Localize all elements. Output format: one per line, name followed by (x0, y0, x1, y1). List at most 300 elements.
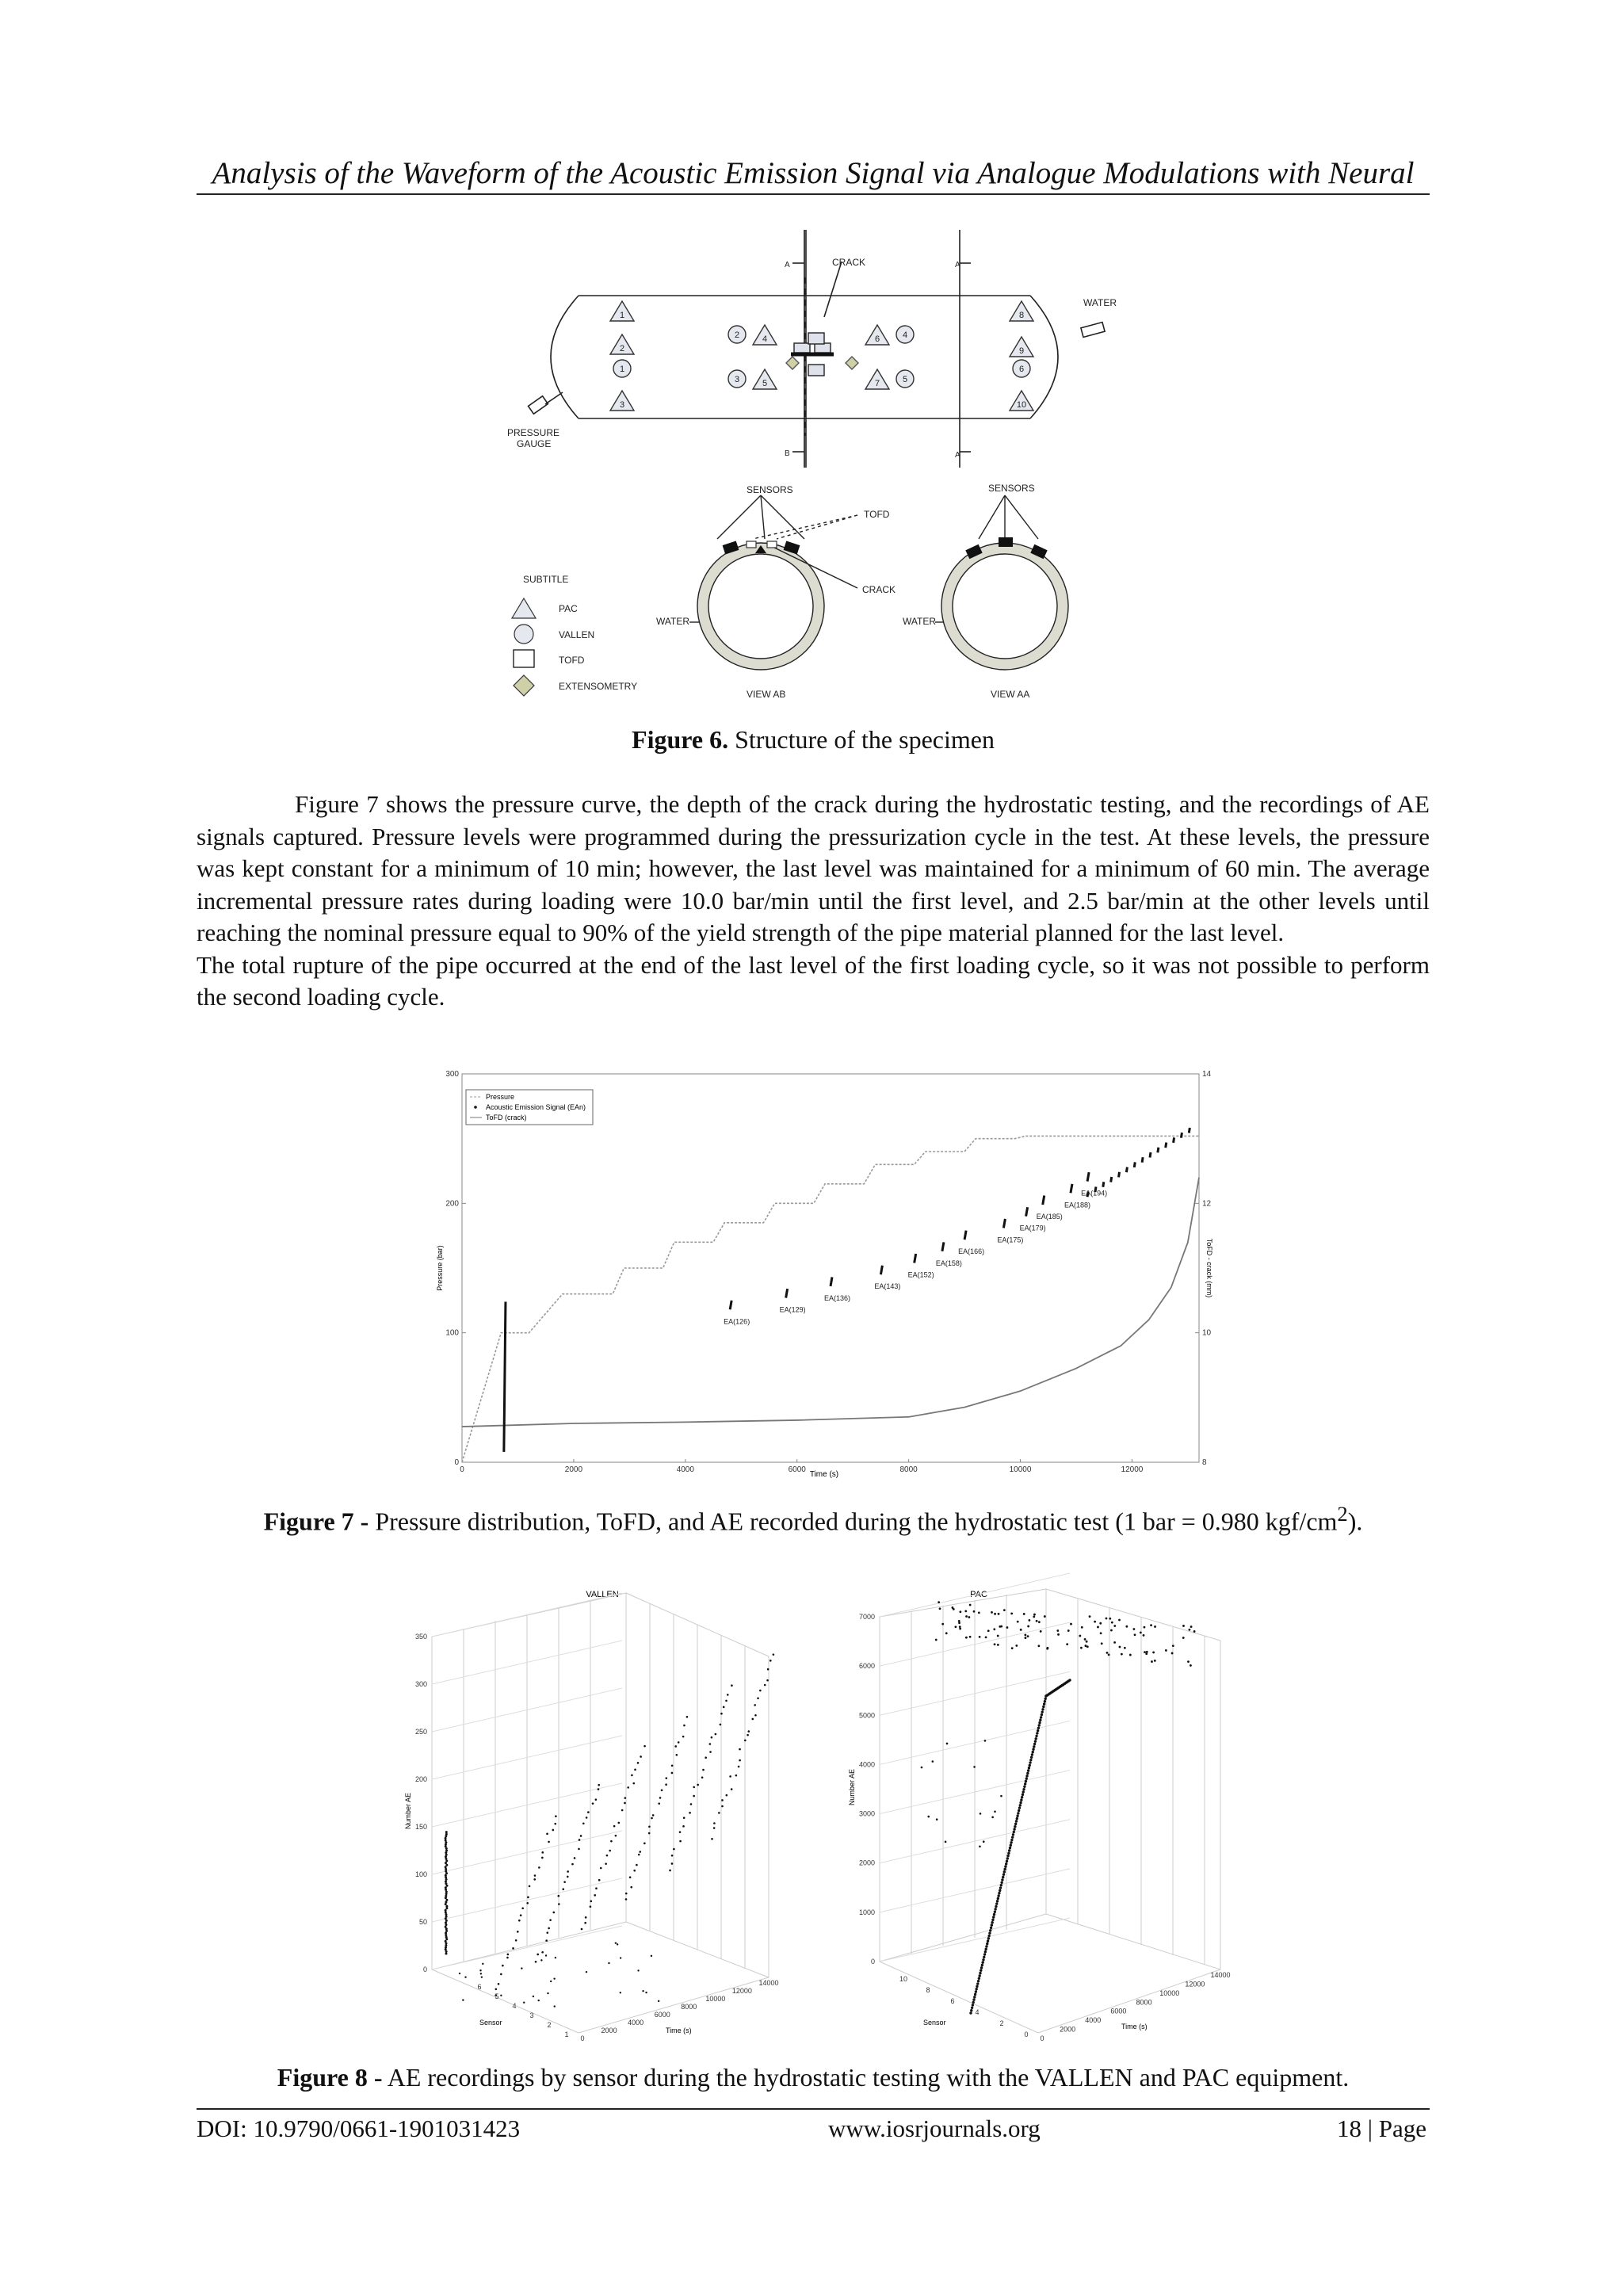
pac-point (1171, 1652, 1174, 1655)
pac-point (1009, 1847, 1011, 1849)
vallen-point (445, 1953, 447, 1955)
vallen-point (445, 1943, 448, 1945)
vallen-point (445, 1839, 447, 1842)
vallen-x-tick-label: 6000 (654, 2011, 670, 2019)
pac-point (1004, 1865, 1006, 1867)
pac-point (959, 1628, 961, 1630)
pac-point (981, 1961, 983, 1963)
pac-point (979, 1972, 981, 1974)
pac-point (986, 1943, 988, 1945)
pac-point (1037, 1727, 1040, 1729)
pac-point (1019, 1801, 1022, 1804)
pac-point (968, 1616, 970, 1618)
pac-point (954, 1626, 957, 1628)
vallen-point (521, 1967, 522, 1969)
vallen-point (686, 1716, 689, 1718)
pac-point (1007, 1852, 1010, 1855)
vallen-panel (404, 1590, 779, 2042)
pac-point (1113, 1625, 1116, 1627)
pac-point (1005, 1862, 1007, 1865)
vallen-point (445, 1854, 448, 1856)
pac-point (964, 1610, 967, 1612)
pac-point (1044, 1698, 1047, 1700)
pac-point (1024, 1782, 1026, 1785)
x-tick-label: 4000 (676, 1465, 694, 1474)
pac-point (1021, 1796, 1023, 1798)
pac-point (1056, 1629, 1059, 1632)
pac-x-tick-label: 8000 (1136, 1998, 1152, 2007)
pac-point (1010, 1839, 1013, 1841)
pac-point (984, 1948, 987, 1950)
vallen-z-tick-label: 150 (414, 1823, 427, 1831)
vallen-point (445, 1905, 448, 1908)
marker-left-2: 2 (619, 344, 625, 353)
pac-point (1145, 1652, 1148, 1655)
vallen-point (739, 1748, 741, 1751)
pac-point (991, 1921, 993, 1924)
pac-point (994, 1908, 996, 1910)
vallen-point (738, 1766, 740, 1768)
vallen-point (520, 1914, 522, 1916)
pac-x-tick-label: 12000 (1185, 1980, 1205, 1988)
ae-event-mark (1043, 1196, 1044, 1205)
pac-point (1108, 1653, 1110, 1656)
vallen-point (445, 1927, 448, 1930)
pac-point (997, 1635, 999, 1637)
pac-point (1151, 1660, 1153, 1663)
pac-point (978, 1611, 980, 1614)
ae-event-mark (831, 1277, 832, 1286)
pac-point (1029, 1764, 1031, 1767)
label-tofd: TOFD (864, 509, 890, 520)
vallen-point (586, 1817, 588, 1819)
pac-point (1189, 1629, 1191, 1631)
vallen-point (608, 1962, 609, 1964)
vallen-point (567, 1876, 569, 1878)
legend-tofd: TOFD (559, 655, 585, 666)
pac-point (1113, 1641, 1116, 1644)
vallen-point (582, 1822, 585, 1824)
ae-event-mark (1071, 1184, 1072, 1193)
pac-point (1040, 1716, 1042, 1718)
vallen-point (498, 1983, 500, 1985)
vallen-point (553, 1977, 555, 1979)
marker-left-4: 3 (619, 400, 625, 410)
ae-event-mark (1026, 1207, 1028, 1216)
vallen-point (445, 1909, 447, 1912)
pac-point (977, 1980, 980, 1982)
pac-time-label: Time (s) (1121, 2023, 1148, 2030)
vallen-point (445, 1948, 447, 1950)
vallen-point (689, 1812, 691, 1814)
pac-point (927, 1816, 930, 1818)
ae-late-mark (1158, 1148, 1159, 1153)
vallen-point (445, 1878, 448, 1881)
vallen-point (643, 1745, 646, 1748)
pac-point (1033, 1743, 1036, 1745)
pac-point (1111, 1622, 1113, 1624)
vallen-point (445, 1851, 447, 1854)
x-axis-label: Time (s) (809, 1470, 839, 1479)
ae-event-mark (964, 1231, 966, 1240)
pac-point (1022, 1790, 1025, 1793)
vallen-point (558, 1903, 560, 1905)
vallen-point (713, 1827, 716, 1829)
pac-point (1129, 1654, 1132, 1656)
pac-point (1084, 1638, 1086, 1641)
vallen-point (709, 1751, 712, 1753)
pac-point (1017, 1812, 1019, 1814)
vallen-x-tick-label: 12000 (731, 1987, 752, 1995)
vallen-point (574, 1857, 576, 1859)
pac-point (1002, 1874, 1005, 1876)
pac-point (975, 1988, 977, 1990)
vallen-z-tick-label: 0 (422, 1966, 427, 1973)
vallen-point (640, 1755, 642, 1758)
pac-point (1016, 1817, 1018, 1820)
vallen-point (445, 1843, 447, 1846)
pac-point (1080, 1647, 1083, 1649)
pac-point (1020, 1798, 1022, 1801)
vallen-title: VALLEN (586, 1590, 619, 1599)
y2-axis-label: ToFD - crack (mm) (1205, 1238, 1213, 1298)
legend-ae: Acoustic Emission Signal (EAn) (486, 1103, 586, 1111)
pac-point (1146, 1651, 1148, 1653)
ae-event-label: EA(188) (1064, 1201, 1090, 1209)
y-axis-label: Pressure (bar) (436, 1245, 444, 1291)
vallen-point (638, 1854, 640, 1856)
vallen-point (697, 1784, 699, 1786)
pac-point (958, 1622, 960, 1624)
ae-event-mark (786, 1289, 788, 1297)
chart-legend (466, 1090, 593, 1125)
pac-point (987, 1935, 990, 1937)
vallen-point (759, 1690, 762, 1692)
pac-point (980, 1813, 982, 1815)
vallen-point (445, 1882, 447, 1885)
pac-point (1010, 1841, 1012, 1843)
vallen-point (605, 1862, 607, 1865)
vallen-point (548, 1927, 550, 1930)
vallen-point (610, 1840, 613, 1843)
vallen-point (550, 1981, 552, 1982)
vallen-point (445, 1924, 447, 1926)
ae-event-label: EA(129) (779, 1305, 806, 1314)
pac-point (1041, 1708, 1044, 1710)
vallen-point (584, 1922, 586, 1924)
vallen-point (633, 1870, 636, 1872)
pac-point (969, 1604, 972, 1606)
pac-point (1029, 1759, 1032, 1761)
ae-late-mark (1189, 1128, 1190, 1133)
pac-point (939, 1607, 941, 1610)
vallen-point (445, 1847, 448, 1850)
pac-point (975, 1990, 977, 1992)
vallen-point (555, 1815, 557, 1817)
vallen-point (711, 1736, 713, 1739)
ae-event-label: EA(126) (724, 1317, 750, 1326)
pac-panel (848, 1573, 1231, 2042)
vallen-point (526, 1902, 529, 1904)
vallen-point (676, 1754, 678, 1756)
vallen-point (533, 1996, 534, 1997)
vallen-sensor-label: Sensor (479, 2019, 502, 2027)
figure-7-chart (434, 1066, 1213, 1479)
vallen-point (671, 1772, 674, 1775)
pac-point (994, 1911, 996, 1913)
vallen-point (445, 1938, 448, 1940)
vallen-point (693, 1786, 695, 1789)
pac-point (1038, 1721, 1041, 1724)
pac-point (985, 1945, 987, 1947)
label-sec-a-3: A (955, 451, 960, 460)
pac-point (998, 1613, 1000, 1615)
pac-point (1014, 1823, 1017, 1825)
pac-point (979, 1636, 981, 1638)
running-header: Analysis of the Waveform of the Acoustic Emission Signal via Analogue Modulations with Neural (212, 156, 1415, 190)
vallen-x-tick-label: 10000 (705, 1995, 726, 2003)
vallen-point (595, 1798, 598, 1801)
vallen-point (537, 1954, 539, 1956)
marker-right-2: 9 (1018, 346, 1025, 356)
pac-point (970, 2009, 972, 2011)
ae-event-label: EA(158) (935, 1259, 962, 1267)
vallen-point (563, 1881, 566, 1883)
figure-7-caption (197, 1502, 1430, 1537)
pac-point (921, 1767, 923, 1769)
ae-early-bar (504, 1301, 506, 1451)
ae-late-mark (1119, 1172, 1120, 1178)
vallen-point (480, 1973, 482, 1974)
vallen-point (702, 1769, 705, 1771)
vallen-point (445, 1899, 448, 1901)
ae-event-label: EA(179) (1019, 1224, 1046, 1232)
vallen-point (613, 1825, 616, 1828)
vallen-point (445, 1874, 447, 1877)
vallen-sensor-tick-label: 4 (512, 2002, 517, 2010)
pac-z-tick-label: 6000 (858, 1662, 875, 1671)
pac-point (1034, 1740, 1037, 1742)
vallen-point (627, 1786, 629, 1789)
vallen-point (674, 1745, 677, 1748)
vallen-point (500, 1995, 502, 1996)
vallen-point (648, 1825, 651, 1828)
vallen-point (620, 1992, 621, 1993)
figure-7-label: Figure 7 - (263, 1507, 369, 1536)
pac-point (1006, 1860, 1008, 1862)
vallen-point (445, 1835, 447, 1837)
vallen-point (515, 1939, 517, 1942)
pac-point (1190, 1664, 1192, 1667)
vallen-point (767, 1668, 769, 1671)
vallen-point (546, 1931, 548, 1934)
pac-z-tick-label: 2000 (858, 1859, 875, 1867)
pac-point (1003, 1870, 1006, 1873)
vallen-point (541, 1857, 544, 1859)
vallen-point (632, 1782, 635, 1785)
pac-point (1182, 1625, 1185, 1627)
x-tick-label: 8000 (899, 1465, 918, 1474)
pac-point (1012, 1833, 1014, 1836)
vallen-point (636, 1864, 638, 1866)
pac-point (1002, 1876, 1004, 1878)
vallen-point (527, 1897, 529, 1899)
pac-point (1025, 1775, 1028, 1777)
pac-point (1038, 1621, 1041, 1623)
pac-point (1006, 1855, 1009, 1857)
vallen-point (683, 1725, 685, 1727)
tofd-line (462, 1178, 1199, 1427)
vallen-point (711, 1838, 713, 1840)
pac-point (965, 1615, 968, 1618)
marker-right-1: 8 (1018, 311, 1025, 320)
y-tick-label: 100 (445, 1328, 459, 1338)
ae-late-mark (1150, 1152, 1151, 1158)
pac-sensor-tick-label: 0 (1024, 2030, 1029, 2038)
vallen-point (557, 1895, 559, 1897)
vallen-point (507, 1954, 510, 1956)
vallen-point (651, 1817, 653, 1820)
ae-event-mark (1003, 1219, 1005, 1228)
vallen-point (725, 1794, 727, 1797)
vallen-point (598, 1788, 600, 1790)
pac-sensor-tick-label: 10 (899, 1975, 908, 1983)
label-crack-top: CRACK (832, 257, 866, 268)
pac-point (989, 1929, 991, 1931)
pac-point (1013, 1828, 1015, 1830)
pac-point (1022, 1788, 1025, 1790)
pac-point (1018, 1806, 1021, 1809)
y-tick-label: 300 (445, 1070, 459, 1079)
vallen-point (615, 1835, 617, 1837)
pac-point (1152, 1652, 1155, 1654)
vallen-point (690, 1803, 693, 1805)
pac-point (969, 1636, 972, 1638)
pac-point (1023, 1786, 1025, 1788)
pac-point (1042, 1706, 1044, 1708)
pac-point (987, 1940, 989, 1943)
pac-point (1041, 1710, 1044, 1713)
vallen-point (683, 1817, 685, 1819)
pac-point (936, 1818, 938, 1820)
vallen-z-label: Number AE (404, 1792, 412, 1830)
pac-point (988, 1931, 991, 1934)
vallen-point (720, 1713, 723, 1715)
vallen-point (659, 1797, 662, 1799)
vallen-point (464, 1976, 466, 1977)
footer-site[interactable]: www.iosrjournals.org (828, 2115, 1041, 2142)
vallen-point (445, 1950, 448, 1953)
vallen-point (549, 1919, 552, 1921)
pac-point (1022, 1794, 1024, 1796)
ae-late-mark (1111, 1177, 1112, 1182)
vallen-point (594, 1894, 596, 1897)
vallen-point (540, 1959, 542, 1961)
paragraph-1: Figure 7 shows the pressure curve, the depth of the crack during the hydrostatic testing, and the recordings of AE signals captured. Pressure levels were programmed during the pressurization cycle in the test. At these levels, the pressure was kept constant for a minimum of 10 min; however, the last level was maintained for a minimum of 60 min. The average incremental pressure rates during loading were 10.0 bar/min until the first level, and 2.5 bar/min at the other levels until reaching the nominal pressure equal to 90% of the yield strength of the pipe material planned for the last level. (197, 790, 1430, 946)
marker-cr-1: 6 (874, 334, 880, 344)
vallen-point (445, 1891, 448, 1893)
pac-point (1035, 1735, 1037, 1737)
vallen-point (554, 1823, 556, 1825)
pac-point (1010, 1612, 1013, 1614)
vallen-point (555, 1957, 556, 1958)
vallen-z-tick-label: 200 (414, 1775, 427, 1783)
label-sec-a-1: A (785, 261, 790, 269)
figure-6-specimen-diagram (491, 222, 1149, 713)
label-view-ab: VIEW AB (747, 689, 786, 700)
marker-cr-3: 7 (874, 379, 880, 388)
pac-point (1150, 1624, 1152, 1626)
pac-point (1143, 1634, 1145, 1637)
vallen-point (445, 1850, 448, 1852)
vallen-z-tick-label: 50 (418, 1918, 427, 1926)
pac-point (1018, 1809, 1020, 1812)
vallen-point (715, 1733, 717, 1736)
pac-point (1172, 1645, 1174, 1647)
vallen-point (729, 1775, 731, 1778)
vallen-point (617, 1943, 618, 1945)
vallen-point (445, 1901, 447, 1904)
pac-point (1036, 1732, 1038, 1734)
label-view-aa: VIEW AA (991, 689, 1030, 700)
label-water-right: WATER (903, 616, 936, 627)
marker-cl-2: 4 (762, 334, 768, 344)
pac-point (969, 2011, 972, 2014)
pac-point (978, 1977, 980, 1980)
footer-page: 18 | Page (1337, 2115, 1426, 2142)
vallen-point (769, 1660, 772, 1662)
vallen-z-tick-label: 350 (414, 1633, 427, 1641)
pac-z-label: Number AE (848, 1768, 856, 1806)
pac-point (1015, 1820, 1018, 1822)
vallen-point (658, 1802, 660, 1805)
vallen-x-tick-label: 8000 (681, 2003, 697, 2011)
y-tick-label: 200 (445, 1199, 459, 1209)
pac-point (1046, 1648, 1048, 1650)
legend-vallen: VALLEN (559, 629, 595, 640)
pac-point (1144, 1626, 1146, 1629)
pac-point (972, 1998, 975, 2000)
vallen-z-tick-label: 250 (414, 1728, 427, 1736)
vallen-point (773, 1653, 775, 1656)
vallen-point (445, 1841, 447, 1843)
pac-point (1044, 1615, 1046, 1618)
vallen-point (585, 1916, 587, 1919)
figure-6-label: Figure 6. (632, 725, 729, 754)
ae-late-mark (1103, 1182, 1104, 1187)
pac-point (1140, 1631, 1142, 1633)
legend-extensometry: EXTENSOMETRY (559, 681, 638, 692)
pac-point (993, 1913, 995, 1916)
marker-left-3: 1 (619, 365, 625, 374)
vallen-point (523, 2001, 525, 2003)
header-rule (197, 193, 1430, 195)
pac-point (987, 1937, 990, 1939)
pac-point (994, 1643, 996, 1645)
vallen-point (512, 1947, 514, 1950)
vallen-point (766, 1679, 769, 1682)
footer-rule (197, 2108, 1430, 2110)
pac-point (1089, 1615, 1091, 1618)
marker-cr-2: 4 (902, 330, 908, 340)
y2-tick-label: 14 (1202, 1070, 1212, 1079)
ae-event-label: EA(175) (997, 1236, 1024, 1244)
figure-7-caption-text: Pressure distribution, ToFD, and AE recorded during the hydrostatic test (1 bar = 0.980 kgf/cm (369, 1507, 1338, 1536)
vallen-point (731, 1684, 733, 1687)
ae-event-label: EA(166) (958, 1247, 985, 1256)
pac-point (1081, 1626, 1083, 1629)
body-text (197, 789, 1430, 1014)
